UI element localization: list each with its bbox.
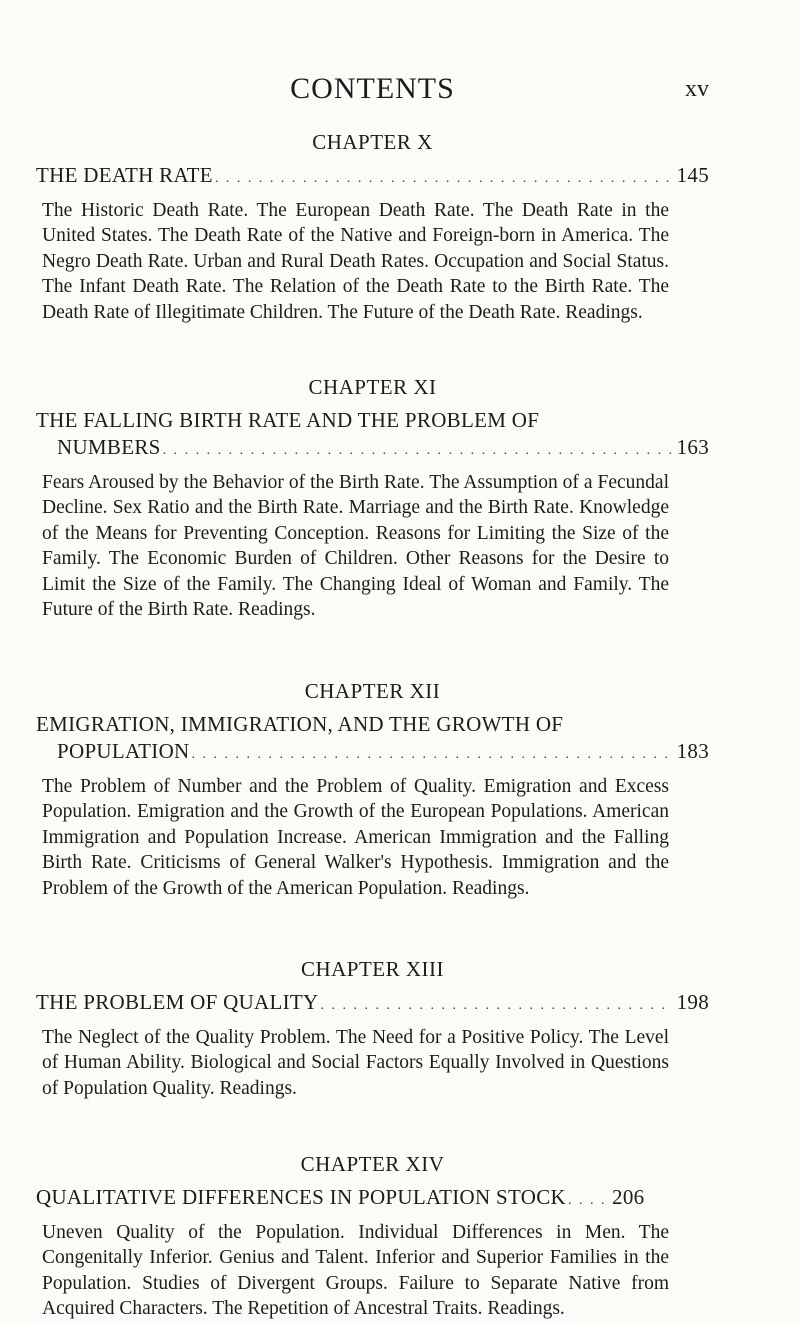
chapter-label: CHAPTER XII: [304, 679, 441, 703]
running-head: [36, 72, 709, 112]
chapter-title-line: [36, 738, 709, 768]
chapter-label: CHAPTER XIII: [300, 957, 445, 981]
chapter-heading: [36, 711, 709, 768]
chapter-summary: The Problem of Number and the Problem of Quality. Emigration and Excess Population. Emigration and the Growth of the European Populations. American Immigration and Population Increase. American Immigration and the Falling Birth Rate. Criticisms of General Walker's Hypothesis. Immigration and the Problem of the Growth of the American Population. Readings.: [42, 776, 669, 899]
chapter-title: THE FALLING BIRTH RATE AND THE PROBLEM OF: [36, 408, 540, 432]
chapter-title-line: [36, 162, 709, 192]
chapter-summary: The Historic Death Rate. The European Death Rate. The Death Rate in the United States. The Death Rate of the Native and Foreign-born in America. The Negro Death Rate. Urban and Rural Death Rates. Occupation and Social Status. The Infant Death Rate. The Relation of the Death Rate to the Birth Rate. The Death Rate of Illegitimate Children. The Future of the Death Rate. Readings.: [42, 200, 669, 323]
chapter-title: THE DEATH RATE: [36, 163, 213, 187]
dot-leaders: [321, 992, 673, 1019]
chapter-heading: [36, 407, 709, 464]
page-number: 145: [676, 163, 709, 187]
page-folio: xv: [685, 76, 709, 102]
chapter-summary: Fears Aroused by the Behavior of the Birth Rate. The Assumption of a Fecundal Decline. Sex Ratio and the Birth Rate. Marriage and the Birth Rate. Knowledge of the Means for Preventing Conception. Reasons for Limiting the Size of the Family. The Economic Burden of Children. Other Reasons for the Desire to Limit the Size of the Family. The Changing Ideal of Woman and Family. The Future of the Birth Rate. Readings.: [42, 472, 669, 621]
chapter-title-line: [36, 989, 709, 1019]
page-number: 206: [612, 1185, 645, 1209]
chapter-entry-xiii: [36, 955, 709, 1101]
chapter-entry-x: [36, 128, 709, 325]
chapter-title-line: [36, 1184, 709, 1214]
chapter-entry-xii: [36, 677, 709, 901]
chapter-title: QUALITATIVE DIFFERENCES IN POPULATION STOCK: [36, 1185, 567, 1209]
chapter-label: CHAPTER XIV: [300, 1152, 445, 1176]
dot-leaders: [215, 165, 673, 192]
chapter-entry-xiv: [36, 1150, 709, 1322]
page-number: 198: [676, 990, 709, 1014]
chapter-heading: [36, 1184, 709, 1214]
chapter-title: EMIGRATION, IMMIGRATION, AND THE GROWTH OF: [36, 712, 564, 736]
chapter-summary: Uneven Quality of the Population. Individual Differences in Men. The Congenitally Inferior. Genius and Talent. Inferior and Superior Families in the Population. Studies of Divergent Groups. Failure to Separate Native from Acquired Characters. The Repetition of Ancestral Traits. Readings.: [42, 1222, 669, 1320]
chapter-summary: The Neglect of the Quality Problem. The Need for a Positive Policy. The Level of Human Ability. Biological and Social Factors Equally Involved in Questions of Population Quality. Readings.: [42, 1027, 669, 1099]
dot-leaders: [568, 1187, 608, 1214]
chapter-title: THE PROBLEM OF QUALITY: [36, 990, 319, 1014]
chapter-label: CHAPTER X: [312, 130, 433, 154]
chapter-label: CHAPTER XI: [308, 375, 437, 399]
dot-leaders: [192, 741, 673, 768]
chapter-entry-xi: [36, 373, 709, 622]
page-number: 183: [676, 739, 709, 763]
chapter-heading: [36, 162, 709, 192]
page-number: 163: [676, 435, 709, 459]
dot-leaders: [163, 437, 673, 464]
chapter-title-continued: POPULATION: [57, 739, 190, 763]
page-title: CONTENTS: [290, 72, 455, 105]
chapter-title-continued: NUMBERS: [57, 435, 161, 459]
chapter-title-line: [36, 434, 709, 464]
chapter-heading: [36, 989, 709, 1019]
